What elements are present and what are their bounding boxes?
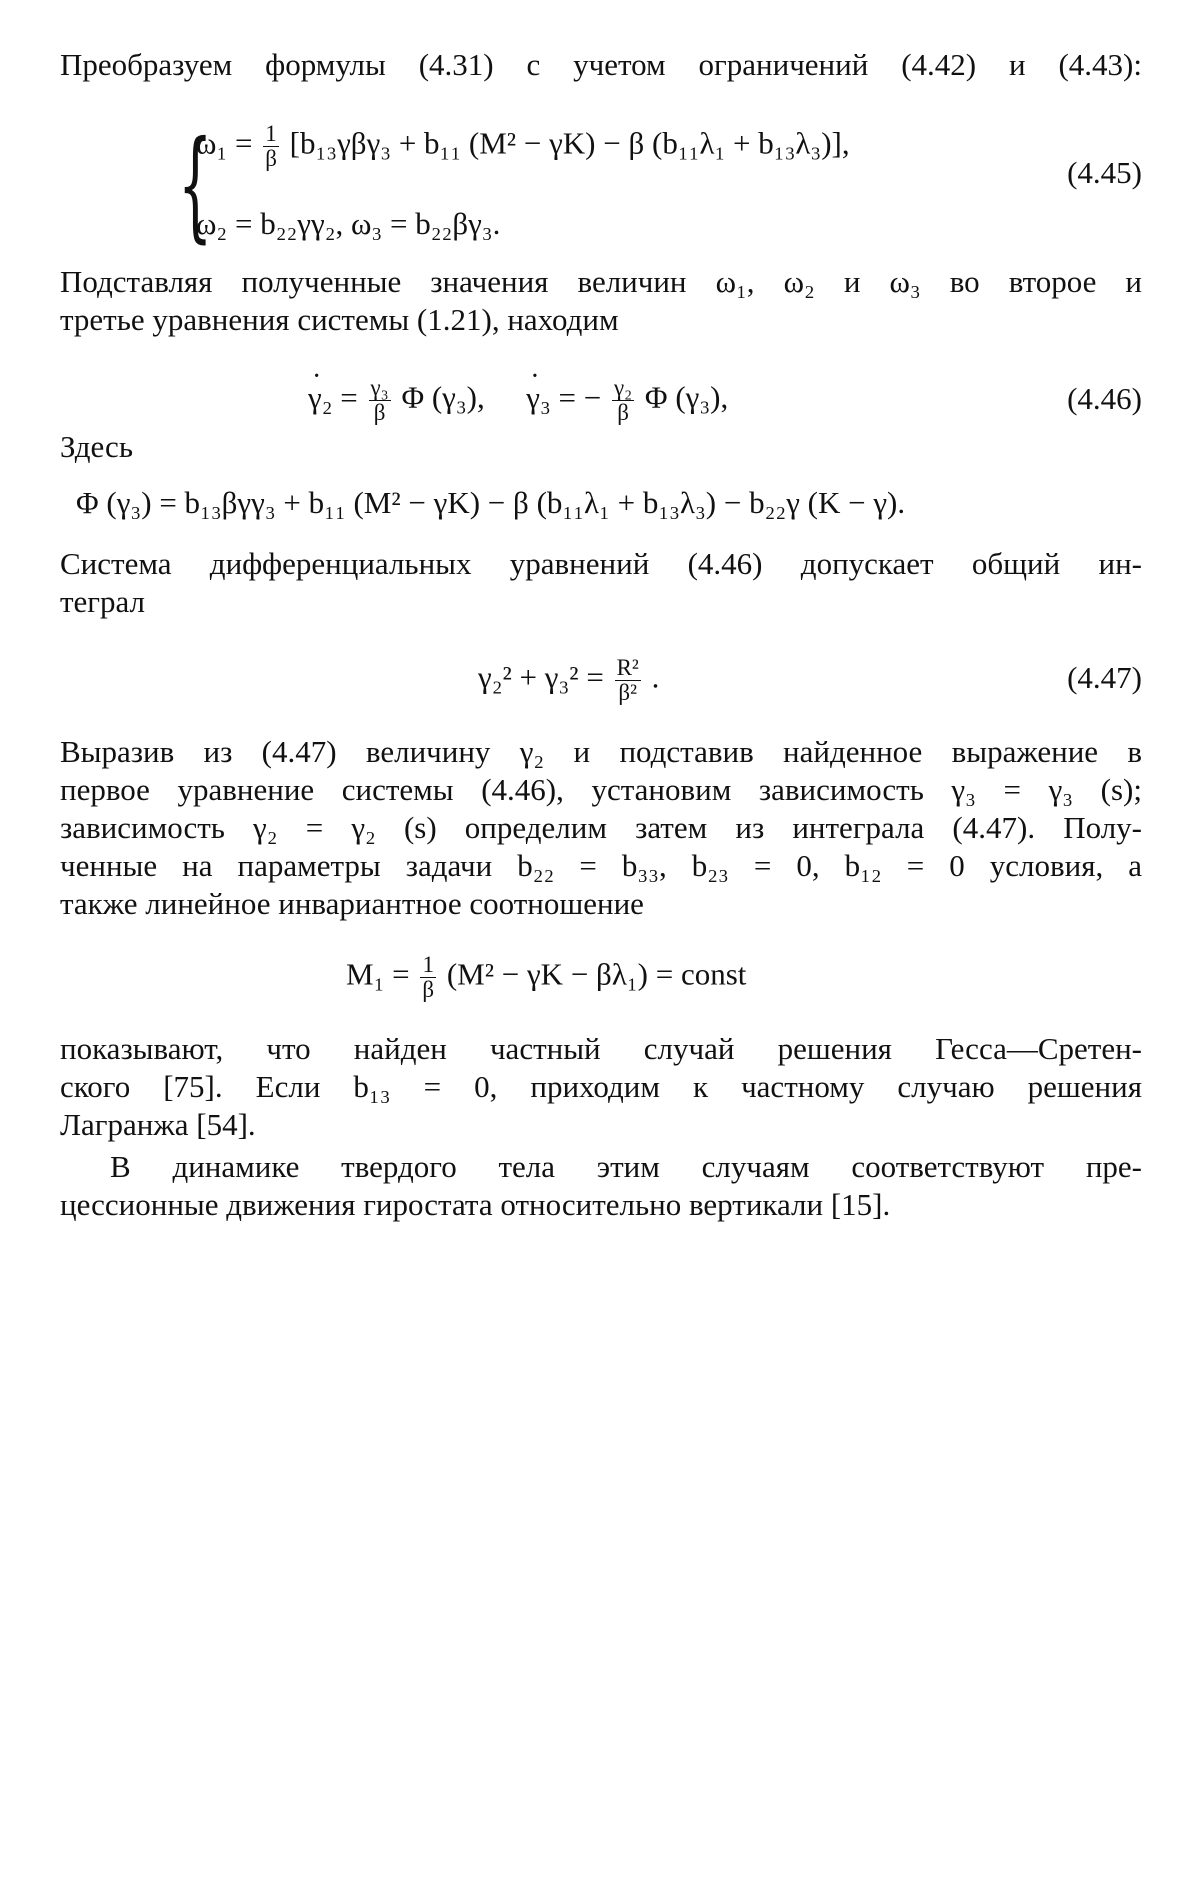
eq-lhs: · γ₂ = [308,380,358,415]
eq-lhs: · γ₃ = − [526,380,601,415]
fraction: $\frac{\text{γ₃}}{\beta}$ [370,375,389,425]
equation-445-first [196,122,850,171]
text-line: также линейное инвариантное соотношение [60,886,644,921]
text-line: Лагранжа [54]. [60,1107,256,1142]
equation-number: (4.46) [1067,381,1142,416]
text-line: зависимость γ₂ = γ₂ (s) определим затем из интеграла (4.47). Полу- [60,810,1142,845]
fraction: $\frac{\text{γ₂}}{\beta}$ [613,375,633,425]
text-line: Система дифференциальных уравнений (4.46) допускает общий ин- [60,546,1142,581]
text-line: Преобразуем формулы (4.31) с учетом ограничений (4.42) и (4.43): [60,47,1142,82]
text-line: первое уравнение системы (4.46), установим зависимость γ₃ = γ₃ (s); [60,772,1142,807]
text-line: цессионные движения гиростата относительно вертикали [15]. [60,1187,891,1222]
text-line: Здесь [60,429,133,464]
text-line: ского [75]. Если b₁₃ = 0, приходим к частному случаю решения [60,1069,1142,1104]
text-line: Выразив из (4.47) величину γ₂ и подставив найденное выражение в [60,734,1142,769]
fraction: $\frac{1}{\beta}$ [422,952,435,1002]
text-line: третье уравнения системы (1.21), находим [60,302,619,337]
text-line: теграл [60,584,146,619]
text-line: В динамике твердого тела этим случаям соответствуют пре- [110,1149,1142,1184]
text-line: ченные на параметры задачи b₂₂ = b₃₃, b₂₃ = 0, b₁₂ = 0 условия, а [60,848,1142,883]
equation-invariant: M₁ = $\frac{1}{\beta}$ (M² − γK − βλ₁) = const [346,952,747,1002]
fraction: $\frac{1}{\beta}$ [265,121,277,171]
equation-447: γ₂² + γ₃² = $\frac{\text{R²}}{\text{β²}}$ . [478,655,660,705]
eq-lhs: ω₁ = [196,125,253,161]
text-line: Подставляя полученные значения величин ω₁, ω₂ и ω₃ во второе и [60,264,1142,299]
equation-446: · γ₂ = $\frac{\text{γ₃}}{\beta}$ Φ (γ₃), · γ₃ = − $\frac{\text{γ₂}}{\beta}$ Φ (γ₃), [308,376,728,425]
text-line: показывают, что найден частный случай решения Гесса—Сретен- [60,1031,1142,1066]
equation-445-second: ω₂ = b₂₂γγ₂, ω₃ = b₂₂βγ₃. [196,206,501,241]
equation-phi: Φ (γ₃) = b₁₃βγγ₃ + b₁₁ (M² − γK) − β (b₁₁λ₁ + b₁₃λ₃) − b₂₂γ (K − γ). [76,485,906,520]
eq-rhs: [b₁₃γβγ₃ + b₁₁ (M² − γK) − β (b₁₁λ₁ + b₁₃λ₃)], [289,125,850,161]
equation-number: (4.47) [1067,660,1142,695]
fraction: $\frac{\text{R²}}{\text{β²}}$ [616,655,639,705]
equation-number: (4.45) [1067,155,1142,190]
system-brace: { [178,116,213,255]
